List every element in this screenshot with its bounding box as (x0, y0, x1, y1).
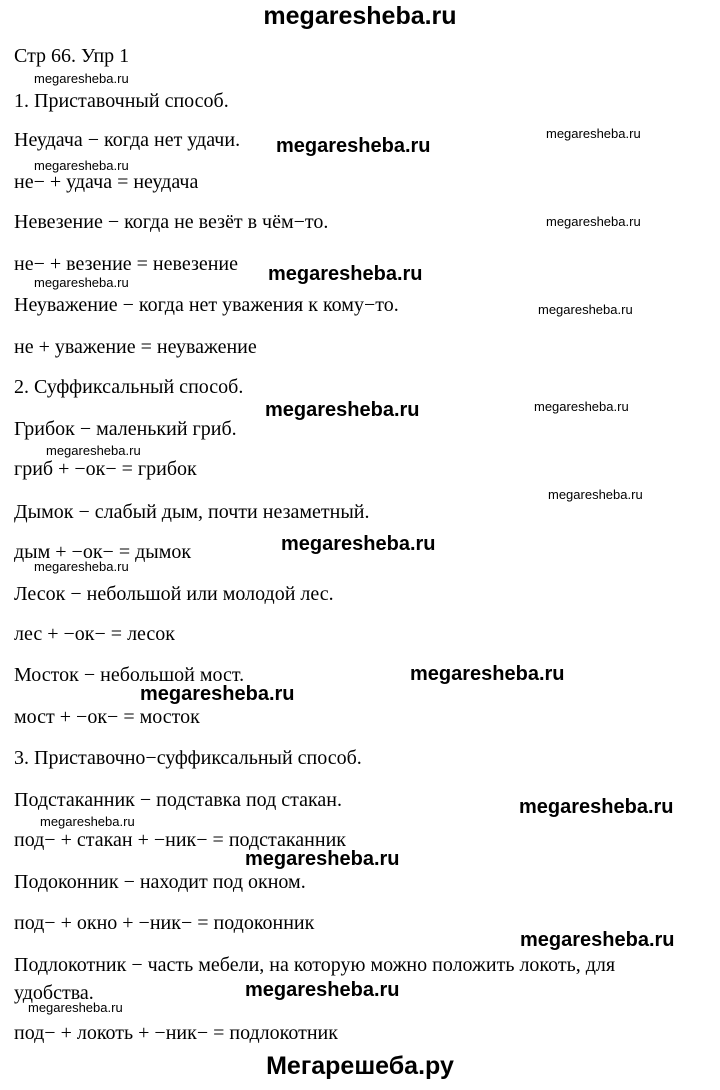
watermark-small: megaresheba.ru (534, 399, 629, 414)
exercise-title: Стр 66. Упр 1 (14, 45, 130, 67)
formula-line: под− + локоть + −ник− = подлокотник (14, 1022, 338, 1044)
site-footer: Мегарешеба.ру (266, 1052, 454, 1080)
watermark-small: megaresheba.ru (538, 302, 633, 317)
formula-line: мост + −ок− = мосток (14, 706, 200, 728)
watermark-bold: megaresheba.ru (245, 848, 400, 870)
text-line: Подлокотник − часть мебели, на которую можно положить локоть, для (14, 954, 616, 976)
watermark-small: megaresheba.ru (34, 158, 129, 173)
watermark-small: megaresheba.ru (546, 214, 641, 229)
text-line: Подстаканник − подставка под стакан. (14, 789, 342, 811)
text-line-continued: удобства. (14, 982, 94, 1004)
watermark-bold: megaresheba.ru (245, 979, 400, 1001)
text-line: Лесок − небольшой или молодой лес. (14, 583, 334, 605)
formula-line: под− + окно + −ник− = подоконник (14, 912, 315, 934)
site-header: megaresheba.ru (263, 2, 457, 30)
formula-line: под− + стакан + −ник− = подстаканник (14, 829, 346, 851)
text-line: Неуважение − когда нет уважения к кому−то. (14, 294, 399, 316)
watermark-bold: megaresheba.ru (281, 533, 436, 555)
section-heading-prefix: 1. Приставочный способ. (14, 90, 229, 112)
watermark-small: megaresheba.ru (34, 71, 129, 86)
watermark-small: megaresheba.ru (28, 1000, 123, 1015)
watermark-small: megaresheba.ru (548, 487, 643, 502)
text-line: Подоконник − находит под окном. (14, 871, 306, 893)
text-line: Неудача − когда нет удачи. (14, 129, 241, 151)
watermark-bold: megaresheba.ru (140, 683, 295, 705)
formula-line: лес + −ок− = лесок (14, 623, 176, 645)
watermark-small: megaresheba.ru (546, 126, 641, 141)
formula-line: гриб + −ок− = грибок (14, 458, 197, 480)
section-heading-suffix: 2. Суффиксальный способ. (14, 376, 244, 398)
watermark-bold: megaresheba.ru (520, 929, 675, 951)
section-heading-prefix-suffix: 3. Приставочно−суффиксальный способ. (14, 747, 362, 769)
watermark-small: megaresheba.ru (46, 443, 141, 458)
watermark-small: megaresheba.ru (40, 814, 135, 829)
formula-line: не− + удача = неудача (14, 171, 199, 193)
formula-line: дым + −ок− = дымок (14, 541, 192, 563)
watermark-bold: megaresheba.ru (519, 796, 674, 818)
watermark-bold: megaresheba.ru (265, 399, 420, 421)
watermark-small: megaresheba.ru (34, 559, 129, 574)
text-line: Мосток − небольшой мост. (14, 664, 245, 686)
watermark-small: megaresheba.ru (34, 275, 129, 290)
watermark-bold: megaresheba.ru (268, 263, 423, 285)
watermark-bold: megaresheba.ru (276, 135, 431, 157)
text-line: Грибок − маленький гриб. (14, 418, 237, 440)
text-line: Невезение − когда не везёт в чём−то. (14, 211, 329, 233)
text-line: Дымок − слабый дым, почти незаметный. (14, 501, 370, 523)
formula-line: не− + везение = невезение (14, 253, 239, 275)
formula-line: не + уважение = неуважение (14, 336, 257, 358)
watermark-bold: megaresheba.ru (410, 663, 565, 685)
